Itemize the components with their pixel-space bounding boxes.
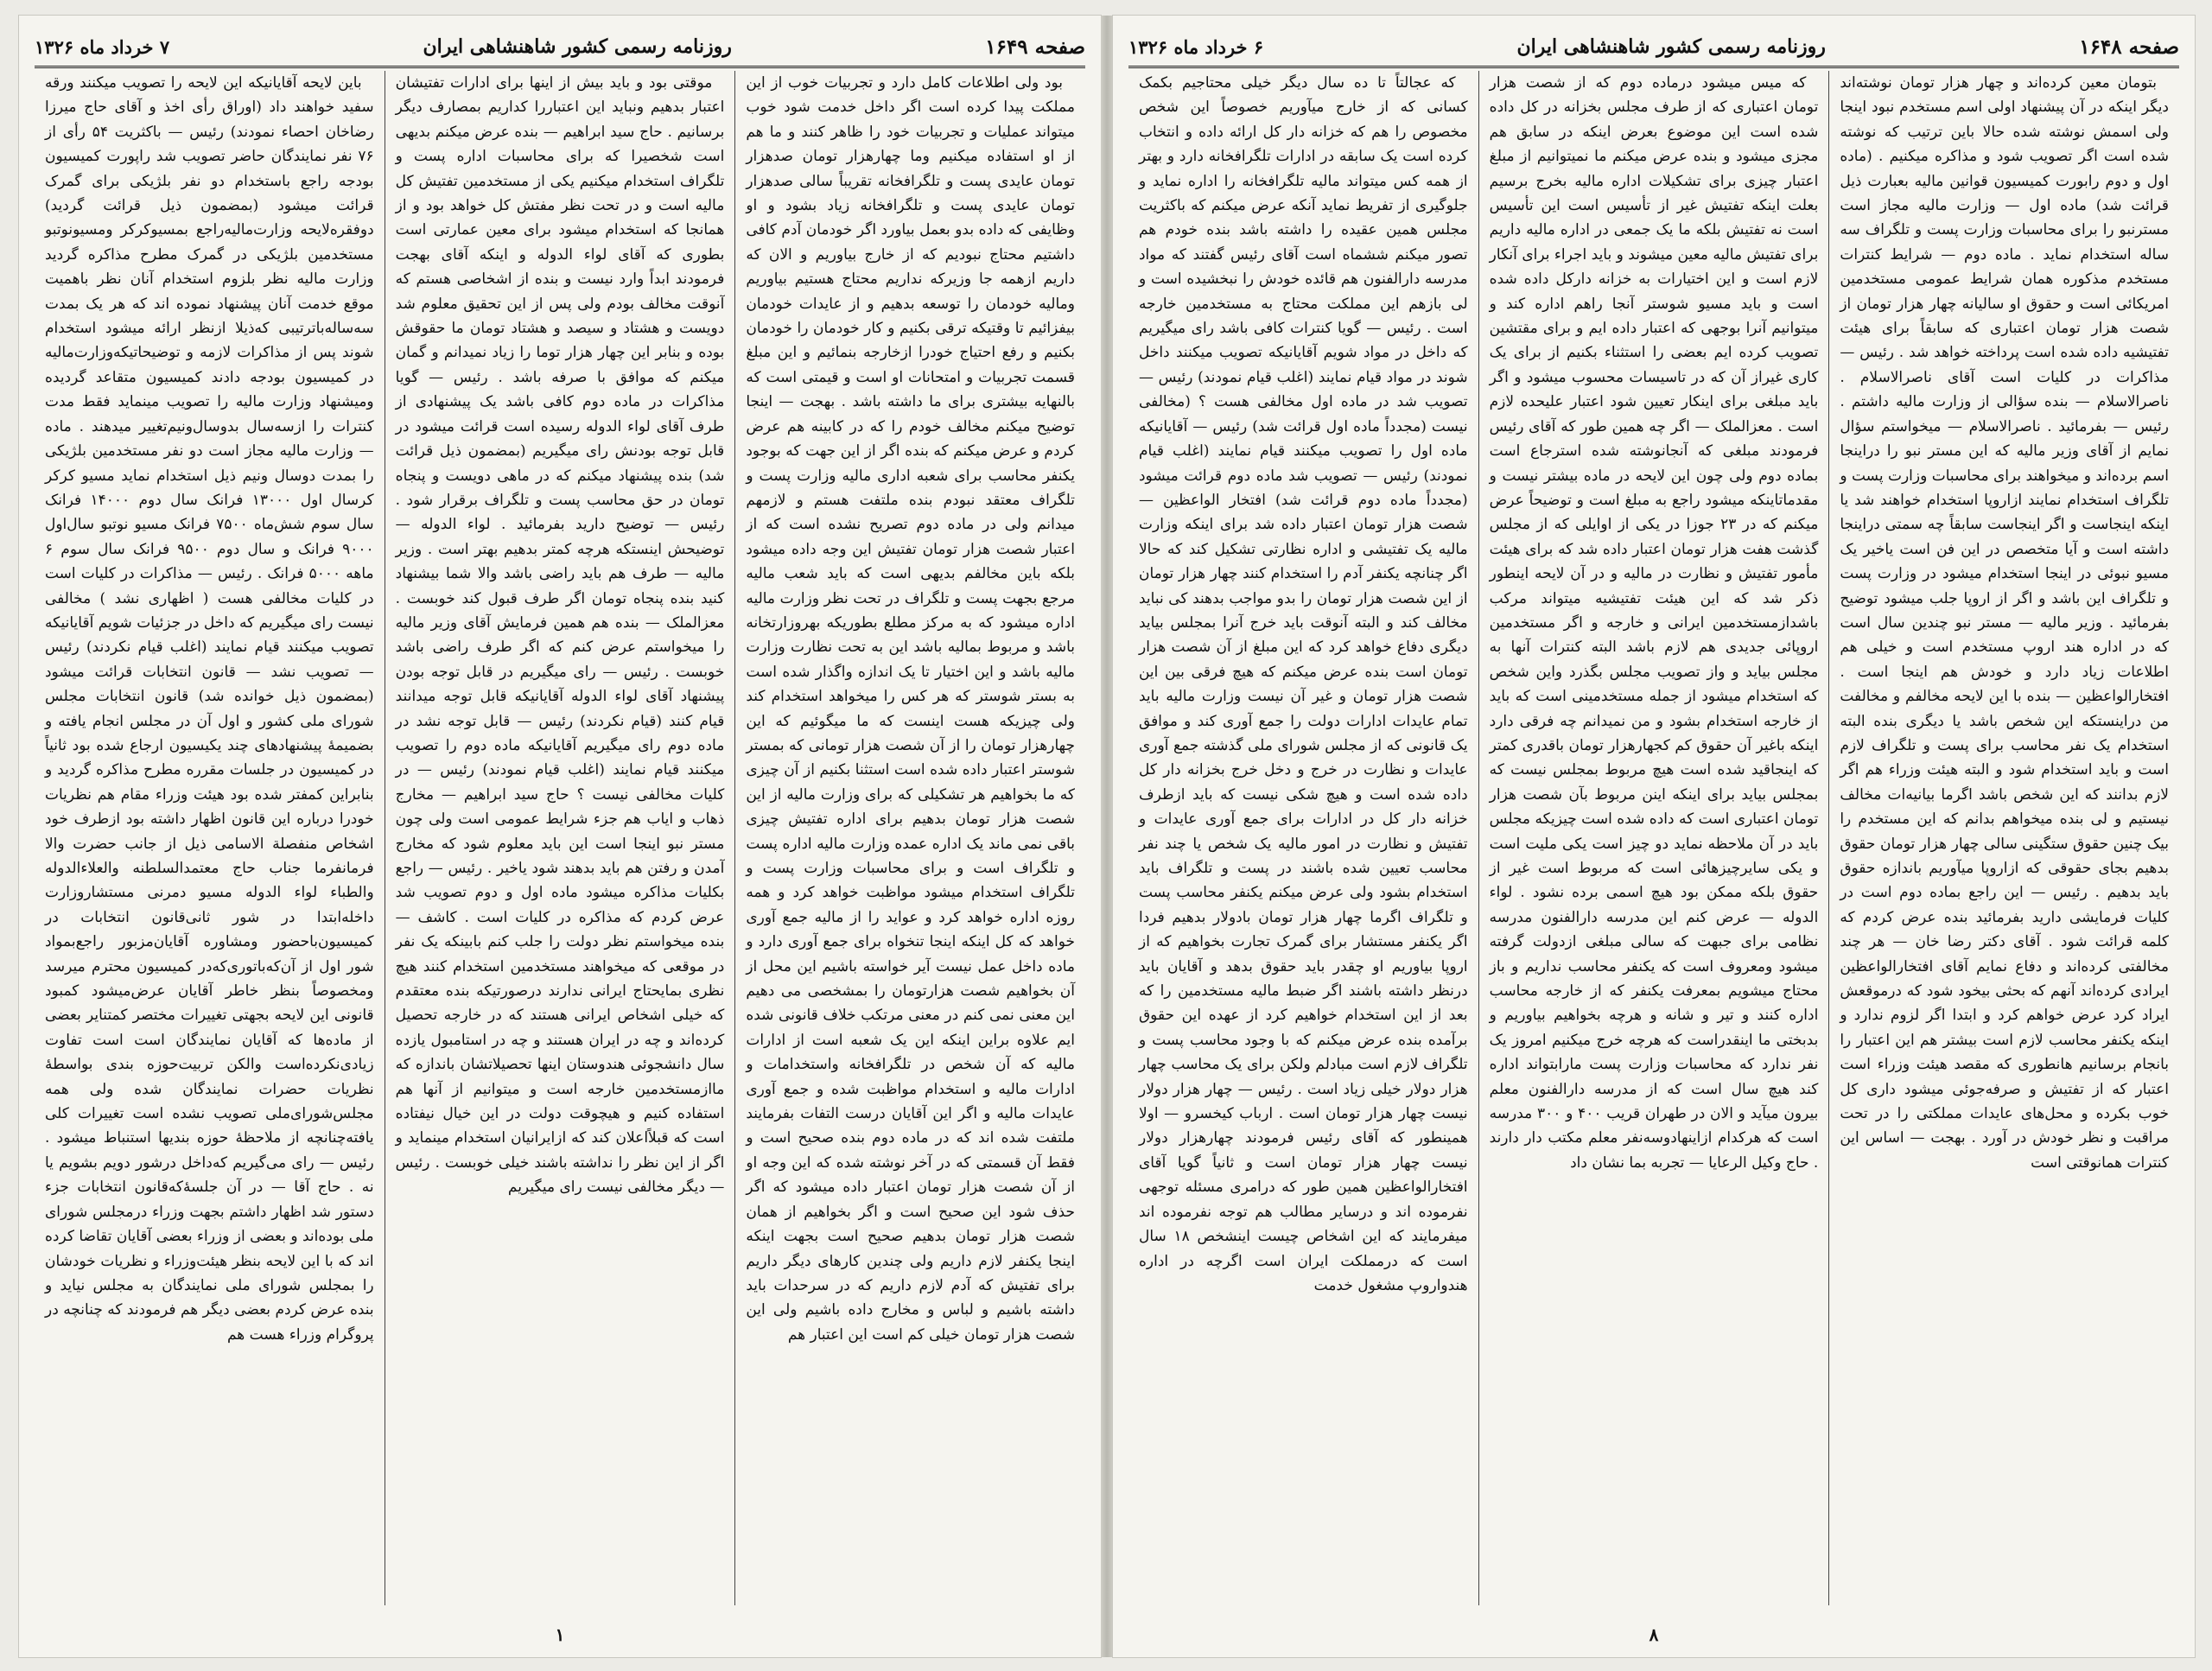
column-text: بتومان معین کرده‌اند و چهار هزار تومان نوشته‌اند دیگر اینکه در آن پیشنهاد اولی اسم مستخدم نبود اینجا ولی اسمش نوشته شده حالا باین ترتیب که نوشته شده است اگر تصویب شود و مذاکره میکنیم . (ماده اول و دوم رابورت کمیسیون قوانین مالیه بعبارت ذیل قرائت شد) ماده اول — وزارت مالیه مجاز است مسترنبو را برای محاسبات وزارت پست و تلگراف سه ساله استخدام نماید . ماده دوم — شرایط کنترات مستخدم مذکوره همان شرایط عمومی مستخدمین امریکائی است و حقوق او سالیانه چهار هزار تومان از شصت هزار تومان اعتباری که سابقاً برای هیئت تفتیشیه داده شده است پرداخته خواهد شد . رئیس — مذاکرات در کلیات است آقای ناصرالاسلام . ناصرالاسلام — بنده سؤالی از وزارت مالیه داشتم . رئیس — بفرمائید . ناصرالاسلام — میخواستم سؤال نمایم از آقای وزیر مالیه که این مستر نبو را دراینجا اسم برده‌اند و میخواهند برای محاسبات وزارت پست و تلگراف استخدام نمایند ازاروپا استخدام خواهند شد یا اینکه اینجاست و اگر اینجاست سابقاً چه سمتی دراینجا داشته است و آیا متخصص در این فن است یاخیر یک مسیو نبوئی در اینجا استخدام میشود در وزارت پست و تلگراف این باشد و اگر از اروپا جلب میشود توضیح بفرمائید . وزیر مالیه — مستر نبو چندین سال است که در اداره هند اروپ مستخدم است و خیلی هم اطلاعات زیاد دارد و خودش هم اینجا است . افتخارالواعظین — بنده با این لایحه مخالفم و مخالفت من دراینستکه این شخص باشد یا دیگری بنده البته استخدام یک نفر محاسب برای پست و تلگراف لازم است و باید استخدام شود و البته هیئت وزراء هم اگر لازم بدانند که این شخص باشد اگرما بیانیه‌ات مخالف نیستیم و لی بنده میخواهم بدانم که این مستخدم را بیک چنین حقوق ستگینی سالی چهار هزار تومان حقوق بدهیم بجای حقوقی که ازاروپا میآوریم باندازه حقوق باید بدهیم . رئیس — این راجع بماده دوم است در کلیات فرمایشی دارید بفرمائید بنده عرض کردم که کلمه قرائت شود . آقای دکتر رضا خان — هر چند مخالفتی کرده‌اند و دفاع نمایم آقای افتخارالواعظین ایرادی کرده‌اند آنهم که بحثی بیخود شود که درموقعش ایراد کرد عرض خواهم کرد و ابتدا اگر لزوم ندارد و اینکه یکنفر محاسب لازم است بیشتر هم این اعتبار را بانجام برسانیم هانطوری که مقصد هیئت وزراء است اعتبار که از تفتیش و صرفه‌جوئی میشود داری کل خوب بکرده و محل‌های عایدات مملکتی را در تحت مراقبت و نظر خودش در آورد . بهجت — اساس این کنترات همانوقتی است bbox=[1840, 74, 2170, 1172]
column-text: که عجالتاً تا ده سال دیگر خیلی محتاجیم بکمک کسانی که از خارج میآوریم خصوصاً این شخص مخصوص را هم که خزانه دار کل ارائه داده و انتخاب کرده است یک سابقه در ادارات تلگرافخانه دارد و بهتر از همه کس میتواند مالیه تلگرافخانه را اداره نماید و جلوگیری از تفریط نماید آنکه عرض میکنم که باکثریت مجلس همین عقیده را داشته باشد بنده خودم هم تصور میکنم ششماه است آقای رئیس گفتند که مواد مدرسه دارالفنون هم قائده خودش را نبخشیده است و لی بازهم این مملکت محتاج به مستخدمین خارجه است . رئیس — گویا کنترات کافی باشد رای میگیریم که داخل در مواد شویم آقایانیکه تصویب میکنند داخل شوند در مواد قیام نمایند (اغلب قیام نمودند) رئیس — تصویب شد در ماده اول مخالفی هست ؟ (مخالفی نیست (مجدداً ماده اول قرائت شد) رئیس — آقایانیکه ماده اول را تصویب میکنند قیام نمایند (اغلب قیام نمودند) رئیس — تصویب شد ماده دوم قرائت میشود (مجدداً ماده دوم قرائت شد) افتخار الواعظین — شصت هزار تومان اعتبار داده شد برای اینکه وزارت مالیه یک تفتیشی و اداره نظارتی تشکیل کند که حالا اگر چنانچه یکنفر آدم را استخدام کنند چهار هزار تومان از این شصت هزار تومان را بدو مواجب بدهند کی نباید مخالف کند و البته آنوقت باید خرج آنرا بمجلس بیاید دیگری دفاع خواهد کرد که این مبلغ از آن شصت هزار تومان است بنده عرض میکنم که هیچ فرقی بین این شصت هزار تومان و غیر آن نیست وزارت مالیه باید تمام عایدات ادارات دولت را جمع آوری کند و موافق یک قانونی که از مجلس شورای ملی گذشته جمع آوری عایدات و نظارت در خرج و دخل خرج بخزانه دار کل داده شده است و هیچ شکی نیست که باید ازطرف خزانه دار کل در ادارات برای جمع آوری عایدات و تفتیش و نظارت در امور مالیه یک شخص یا چند نفر محاسب تعیین شده باشند در پست و تلگراف باید استخدام بشود ولی عرض میکنم یکنفر محاسب پست و تلگراف اگرما چهار هزار تومان بادولار بدهیم فردا اگر یکنفر مستشار برای گمرک تجارت بخواهیم که از اروپا بیاوریم او چقدر باید حقوق بدهد و آقایان باید درنظر داشته باشند اگر ضبط مالیه مستخدمین را که بعد از این استخدام خواهیم کرد از عهده این حقوق برآمده بنده عرض میکنم که با وجود محاسب پست و تلگراف لازم است مبادلم ولکن برای یک محاسب چهار هزار دولار خیلی زیاد است . رئیس — چهار هزار دولار نیست چهار هزار تومان است . ارباب کیخسرو — اولا همینطور که آقای رئیس فرمودند چهارهزار دولار نیست چهار هزار تومان است و ثانیاً گویا آقای افتخارالواعظین همین طور که درامری مسئله توجهی نفرموده اند و درسایر مطالب هم توجه نفرموده اند میفرمایند که این اشخاص چیست اینشخص ۱۸ سال است که درمملکت ایران است اگرچه در اداره هندواروپ مشغول خدمت bbox=[1138, 74, 1468, 1294]
left-page-number: صفحه ۱۶۴۹ bbox=[985, 35, 1085, 59]
right-column-1 bbox=[1828, 71, 2179, 1605]
right-page-footer-number: ۸ bbox=[1649, 1624, 1659, 1645]
page-gutter bbox=[1101, 16, 1113, 1657]
left-page-footer-number: ۱ bbox=[555, 1624, 565, 1645]
left-page-columns bbox=[35, 71, 1085, 1605]
left-page-header bbox=[35, 28, 1085, 68]
right-page-header bbox=[1128, 28, 2179, 68]
right-page bbox=[1113, 16, 2195, 1657]
right-page-columns bbox=[1128, 71, 2179, 1605]
left-page bbox=[19, 16, 1101, 1657]
left-column-2 bbox=[385, 71, 735, 1605]
right-column-2 bbox=[1478, 71, 1829, 1605]
right-page-number: صفحه ۱۶۴۸ bbox=[2079, 35, 2179, 59]
left-journal-title: روزنامه رسمی کشور شاهنشاهی ایران bbox=[423, 35, 732, 58]
right-column-3 bbox=[1128, 71, 1478, 1605]
column-text: بود ولی اطلاعات کامل دارد و تجربیات خوب از این مملکت پیدا کرده است اگر داخل خدمت شود خوب میتواند عملیات و تجربیات خود را ظاهر کنند و ما هم از او استفاده میکنیم وما چهارهزار تومان صدهزار تومان عایدی پست و تلگرافخانه تقریباً سالی صدهزار تومان عایدی پست و تلگرافخانه زیاد بشود و او وظایفی که داده بدو بعمل بیاورد اگر خودمان آدم کافی داشتیم محتاج نبودیم که از خارج بیاوریم و الان که داریم ازهمه جا وزیرکه نداریم محتاج هستیم بیاوریم ومالیه خودمان را توسعه بدهیم و از عایدات خودمان بیفزائیم تا وقتیکه ترقی بکنیم و کار خودمان را خودمان بکنیم و رفع احتیاج خودرا ازخارجه بنمائیم و این مبلغ قسمت تجربیات و امتحانات او است و قیمتی است که بالنهایه بیشتری برای ما داشته باشد . بهجت — اینجا توضیح میکنم مخالف خودم را که در کابینه هم عرض کردم و عرض میکنم که بنده اگر از این جهت که بوجود یکنفر محاسب برای شعبه اداری مالیه وزارت پست و تلگراف معتقد نبودم بنده ملتفت هستم و لازمهم میدانم ولی در ماده دوم تصریح نشده است که از اعتبار شصت هزار تومان تفتیش این وجه داده میشود بلکه باین مخالفم بدیهی است که باید شعب مالیه مرجع بجهت پست و تلگراف در تحت نظر وزارت مالیه اداره میشود که به مرکز مطلع بطوریکه بهروزارتخانه باشد و مربوط بمالیه باشد این به تحت نظارت وزارت مالیه باشد و این اختیار تا یک اندازه واگذار شده است به بستر شوستر که هر کس را میخواهد استخدام کند ولی چیزیکه هست اینست که ما میگوئیم که این چهارهزار تومان را از آن شصت هزار تومانی که بمستر شوستر اعتبار داده شده است استثنا بکنیم از آن چیزی که ما بخواهیم هر تشکیلی که برای وزارت مالیه از این شصت هزار تومان بدهیم برای اداره تفتیش چیزی باقی نمی ماند یک اداره عمده وزارت مالیه اداره پست و تلگراف است و برای محاسبات وزارت پست و تلگراف استخدام میشود مواظبت خواهد کرد و همه روزه اداره خواهد کرد و عواید را از مالیه جمع آوری خواهد که کل اینکه اینجا تنخواه برای جمع آوری دارد و ماده داخل عمل نیست آیر خواسته باشیم این محل از آن بخواهیم شصت هزارتومان را بمشخصی می دهیم این معنی نمی کنم در معنی مرتکب خلاف قانونی شده ایم علاوه براین اینکه این یک شعبه است از ادارات مالیه که آن شخص در تلگرافخانه واستخدامات و ادارات مالیه و استخدام مواظبت شده و جمع آوری عایدات مالیه و اگر این آقایان درست التفات بفرمایند ملتفت شده اند که در ماده دوم بنده صحیح است و فقط آن قسمتی که در آخر نوشته شده که این وجه او از آن شصت هزار تومان اعتبار داده میشود که اگر حذف شود این صحیح است و اگر بخواهیم از همان شصت هزار تومان بدهیم صحیح است بجهت اینکه اینجا یکنفر لازم داریم ولی چندین کارهای دیگر داریم برای تفتیش که آدم لازم داریم که در سرحدات باید داشته باشیم و لباس و مخارج داده باشیم ولی این شصت هزار تومان خیلی کم است این اعتبار هم bbox=[746, 74, 1075, 1344]
left-column-3 bbox=[35, 71, 385, 1605]
right-page-date: ۶ خرداد ماه ۱۳۲۶ bbox=[1128, 35, 1264, 58]
column-text: که میس میشود درماده دوم که از شصت هزار تومان اعتباری که از طرف مجلس بخزانه در کل داده شده است این موضوع بعرض اینکه در سابق هم مجزی میشود و بنده عرض میکنم ما نمیتوانیم از مبلغ اعتبار چیزی برای تشکیلات اداره مالیه بخرج برسیم بعلت اینکه تفتیش غیر از تأسیس است این تأسیس است نه تفتیش بلکه ما یک جمعی در اداره مالیه داریم برای تفتیش مالیه معین میشوند و باید اجراء برای آنکار لازم است و این اختیارات به خزانه دارکل داده شده است و باید مسیو شوستر آنجا راهم اداره کند و میتوانیم آنرا بوجهی که اعتبار داده ایم و برای مقتشین تصویب کرده ایم بعضی را استثناء بکنیم از برای یک کاری غیراز آن که در تاسیسات محسوب میشود و اگر باید مبلغی برای اینکار تعیین شود اعتبار علیحده لازم است . معزالملک — اگر چه همین طور که آقای رئیس فرمودند مبلغی که آنجانوشته شده استرجاع است بماده دوم ولی چون این لایحه در ماده بیشتر نیست و مقدماتاینکه میشود راجع به مبلغ است و توضیحاً عرض میکنم که در ۲۳ جوزا در یکی از اوایلی که از مجلس گذشت هفت هزار تومان اعتبار داده شد که برای هیئت مأمور تفتیش و نظارت در مالیه و در آن لایحه اینطور ذکر شد که این هیئت تفتیشیه میتواند مرکب باشدازمستخدمین ایرانی و خارجه و اگر مستخدمین اروپائی جدیدی هم لازم باشد البته کنترات آنها به مجلس بیاید و واز تصویب مجلس بگذرد واین شخص که استخدام میشود از جمله مستخدمینی است که باید از خارجه استخدام بشود و من نمیدانم چه فرقی دارد اینکه باغیر آن حقوق کم کجهارهزار تومان باقدری کمتر که اینجاقید شده است هیچ مربوط بمجلس نیست که بمجلس بیاید برای اینکه اینن مربوط بآن شصت هزار تومان اعتباری است که داده شده است چیزیکه مجلس باید در آن ملاحظه نماید دو چیز است یکی ملیت است و یکی سایرچیزهائی است که مربوط است غیر از حقوق بلکه ممکن بود هیچ اسمی برده نشود . لواء الدوله — عرض کنم این مدرسه دارالفنون مدرسه نظامی برای جبهت که سالی مبلغی ازدولت گرفته میشود ومعروف است که یکنفر محاسب نداریم و باز محتاج میشویم بمعرفت یکنفر که از خارجه محاسب اداره کنند و تیر و شانه و هرچه بخواهیم بیاوریم و بدبختی ما اینقدراست که هرچه خرج میکنیم امروز یک نفر ندارد که محاسبات وزارت پست مارابتواند اداره کند هیچ سال است که از مدرسه دارالفنون معلم بیرون میآید و الان در طهران قریب ۴۰۰ و ۳۰۰ مدرسه است که هرکدام ازاینهادوسه‌نفر معلم مکتب دار دارند . حاج وکیل الرعایا — تجربه بما نشان داد bbox=[1489, 74, 1819, 1172]
column-text: موقتی بود و باید بیش از اینها برای ادارات تفتیشان اعتبار بدهیم ونباید این اعتباررا کداریم بمصارف دیگر برسانیم . حاج سید ابراهیم — بنده عرض میکنم بدیهی است شخصیرا که برای محاسبات اداره پست و تلگراف استخدام میکنیم یکی از مستخدمین تفتیش کل مالیه است و در تحت نظر مفتش کل خواهد بود و از همانجا که استخدام میشود برای معین عمارتی است بطوری که آقای لواء الدوله و اینکه آقای بهجت فرمودند ابداً وارد نیست و بنده از اشخاصی هستم که آنوقت مخالف بودم ولی پس از این تحقیق معلوم شد دویست و هشتاد و سیصد و هشتاد تومان ما حقوقش بوده و بنابر این چهار هزار توما را زیاد نمیدانم و گمان میکنم که موافق با صرفه باشد . رئیس — گویا مذاکرات در ماده دوم کافی باشد یک پیشنهادی از طرف آقای لواء الدوله رسیده است قرائت میشود در قابل توجه بودنش رای میگیریم (بمضمون ذیل قرائت شد) بنده پیشنهاد میکنم که در ماهی دویست و پنجاه تومان در حق محاسب پست و تلگراف برقرار شود . رئیس — توضیح دارید بفرمائید . لواء الدوله — توضیحش اینستکه هرچه کمتر بدهیم بهتر است . وزیر مالیه — طرف هم باید راضی باشد والا شما بیشنهاد کنید بنده پنجاه تومان اگر طرف قبول کند خوبست . معزالملک — بنده هم همین فرمایش آقای وزیر مالیه را میخواستم عرض کنم که اگر طرف راضی باشد خوبست . رئیس — رای میگیریم در قابل توجه بودن پیشنهاد آقای لواء الدوله آقایانیکه قابل توجه میدانند قیام کنند (قیام نکردند) رئیس — قابل توجه نشد در ماده دوم رای میگیریم آقایانیکه ماده دوم را تصویب میکنند قیام نمایند (اغلب قیام نمودند) رئیس — در کلیات مخالفی نیست ؟ حاج سید ابراهیم — مخارج ذهاب و ایاب هم جزء شرایط عمومی است ولی چون مستر نبو اینجا است این باید معلوم شود که مخارج آمدن و رفتن هم باید بدهند شود یاخیر . رئیس — راجع بکلیات مذاکره میشود ماده اول و دوم تصویب شد عرض کردم که مذاکره در کلیات است . کاشف — بنده میخواستم نظر دولت را جلب کنم بابینکه یک نفر در موقعی که میخواهند مستخدمین استخدام کنند هیچ نظری بمایحتاج ایرانی ندارند درصورتیکه بنده معتقدم که خیلی اشخاص ایرانی هستند که در خارجه تحصیل کرده‌اند و چه در ایران هستند و چه در استامبول یازده سال دانشجوئی هندوستان اینها تحصیلاتشان باندازه که ماازمستخدمین خارجه است و میتوانیم از آنها هم استفاده کنیم و هیچوقت دولت در این خیال نیفتاده است که قبلاًاعلان کند که ازایرانیان استخدام مینماید و اگر از این نظر را نداشته باشند خیلی خوبست . رئیس — دیگر مخالفی نیست رای میگیریم bbox=[395, 74, 725, 1197]
left-column-1 bbox=[734, 71, 1085, 1605]
right-journal-title: روزنامه رسمی کشور شاهنشاهی ایران bbox=[1516, 35, 1826, 58]
left-page-date: ۷ خرداد ماه ۱۳۲۶ bbox=[35, 35, 170, 58]
column-text: باین لایحه آقایانیکه این لایحه را تصویب میکنند ورقه سفید خواهند داد (اوراق رأی اخذ و آقای حاج میرزا رضاخان احصاء نمودند) رئیس — باکثریت ۵۴ رأی از ۷۶ نفر نمایندگان حاضر تصویب شد راپورت کمیسیون بودجه راجع باستخدام دو نفر بلژیکی برای گمرک قرائت میشود (بمضمون ذیل قرائت گردید) دوفقره‌لایحه وزارت‌مالیه‌راجع بمسیوکرکر ومسیونوتبو مستخدمین بلژیکی در گمرک مطرح مذاکره گردید وزارت مالیه نظر بلزوم استخدام آنان نظر باهمیت موقع خدمت آنان پیشنهاد نموده اند که هر یک بمدت سه‌ساله‌باترتیبی که‌ذیلا ازنظر ارائه میشود استخدام شوند پس از مذاکرات لازمه و توضیحاتیکه‌وزارت‌مالیه در کمیسیون بودجه دادند کمیسیون متقاعد گردیده ومیشنهاد وزارت مالیه را تصویب مینماید فقط مدت کنترات را ازسه‌سال بدوسال‌ونیم‌تغییر میدهند . ماده — وزارت مالیه مجاز است دو نفر مستخدمین بلژیکی را بمدت دوسال ونیم ذیل استخدام نماید مسیو کرکر کرسال اول ۱۳۰۰۰ فرانک سال دوم ۱۴۰۰۰ فرانک سال سوم شش‌ماه ۷۵۰۰ فرانک مسیو نوتبو سال‌اول ۹۰۰۰ فرانک و سال دوم ۹۵۰۰ فرانک سال سوم ۶ ماهه ۵۰۰۰ فرانک . رئیس — مذاکرات در کلیات است در کلیات مخالفی هست ( اظهاری نشد ) مخالفی نیست رای میگیریم که داخل در جزئیات شویم آقایانیکه تصویب میکنند قیام نمایند (اغلب قیام نکردند) رئیس — تصویب نشد — قانون انتخابات قرائت میشود (بمضمون ذیل خوانده شد) قانون انتخابات مجلس شورای ملی کشور و اول آن در مجلس انجام یافته و بضمیمهٔ پیشنهادهای چند یکیسیون ارجاع شده بود ثانیاً در کمیسیون در جلسات مقرره مطرح مذاکره گردید و بنابراین کمفتر شده بود هیئت وزراء مقام هم نظریات خودرا درباره این قانون اظهار داشته بود ازطرف خود اشخاص منفصلة الاسامی ذیل از جانب حضرت والا فرمانفرما جناب حاج معتمدالسلطنه والعلاءالدوله والطباء لواء الدوله مسیو دمرنی مستشاروزارت داخله‌ابتدا در شور ثانی‌قانون انتخابات در کمیسیون‌باحضور ومشاوره آقایان‌مزبور راجع‌بمواد شور اول از آن‌که‌باتوری‌که‌در کمیسیون محترم میرسد ومخصوصاً بنظر خاطر آقایان عرض‌میشود کمبود قانونی این لایحه بجهتی تغییرات مختصر کمتنایر بعضی از ماده‌ها که آقایان نمایندگان است است تفاوت زیادی‌نکرده‌است والکن تربیت‌حوزه بندی بواسطهٔ نظریات حضرات نمایندگان شده ولی همه مجلس‌شورای‌ملی تصویب نشده است تغییرات کلی یافته‌چنانچه از ملاحظهٔ حوزه بندیها استنباط میشود . رئیس — رای می‌گیریم که‌داخل درشور دویم بشویم یا نه . حاج آقا — در آن جلسهٔ‌که‌قانون انتخابات جزء دستور شد اظهار داشتم بجهت وزراء درمجلس شورای ملی بوده‌اند و بعضی از وزراء بعضی آقایان تقاضا کرده اند که با این لایحه بنظر هیئت‌وزراء و نظریات خودشان را بمجلس شورای ملی نمایندگان به مجلس نیاید و بنده عرض کردم بعضی دیگر هم فرمودند که چنانچه در پروگرام وزراء هست هم bbox=[44, 74, 374, 1344]
